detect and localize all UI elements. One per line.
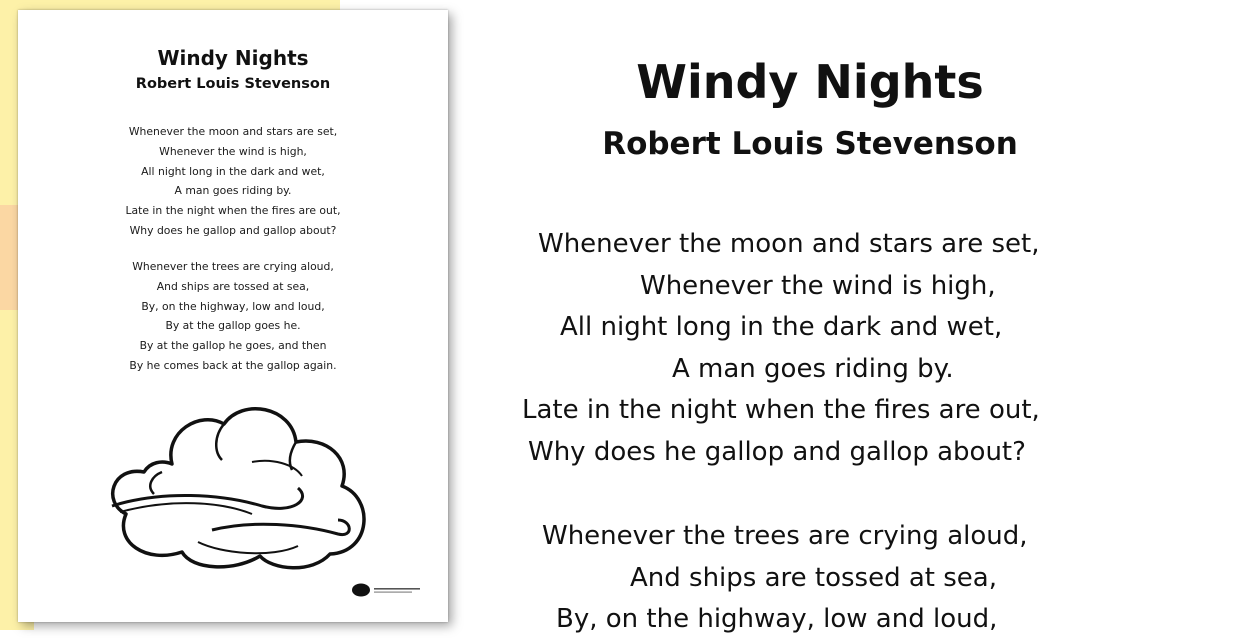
poem-sheet-thumbnail <box>18 10 448 622</box>
poem-line: Late in the night when the fires are out, <box>522 395 1040 425</box>
sheet-line: By at the gallop goes he. <box>165 319 301 333</box>
poem-line: And ships are tossed at sea, <box>630 562 997 593</box>
poem-line: Whenever the wind is high, <box>640 270 996 301</box>
sheet-line: All night long in the dark and wet, <box>141 164 325 178</box>
poem-line: All night long in the dark and wet, <box>560 312 1003 342</box>
background-top-strip <box>0 0 340 10</box>
wind-cloud-icon <box>102 402 372 572</box>
sheet-line: A man goes riding by. <box>174 184 292 198</box>
poem-line: Why does he gallop and gallop about? <box>528 436 1026 467</box>
sheet-line: Why does he gallop and gallop about? <box>129 223 337 237</box>
sheet-line: By at the gallop he goes, and then <box>139 339 327 353</box>
poem-author: Robert Louis Stevenson <box>602 126 1018 162</box>
sheet-line: Late in the night when the fires are out, <box>125 204 341 218</box>
poem-line: A man goes riding by. <box>672 353 954 384</box>
sheet-line: By, on the highway, low and loud, <box>141 299 325 313</box>
sheet-stanza-2 <box>18 257 448 376</box>
sheet-line: Whenever the trees are crying aloud, <box>132 260 334 273</box>
sheet-title: Windy Nights <box>157 46 309 70</box>
sheet-author: Robert Louis Stevenson <box>135 76 331 92</box>
publisher-logo-icon <box>352 583 424 597</box>
poem-line: By, on the highway, low and loud, <box>556 604 998 634</box>
stanza-1 <box>520 224 1100 473</box>
sheet-line: Whenever the moon and stars are set, <box>128 125 338 138</box>
stanza-2 <box>520 516 1100 641</box>
sheet-stanza-1 <box>18 122 448 241</box>
poem-line: Whenever the trees are crying aloud, <box>542 521 1028 551</box>
sheet-line: And ships are tossed at sea, <box>156 279 310 293</box>
poem-title: Windy Nights <box>636 55 984 109</box>
sheet-line: By he comes back at the gallop again. <box>129 358 337 372</box>
poem-line: Whenever the moon and stars are set, <box>538 229 1040 259</box>
sheet-line: Whenever the wind is high, <box>159 144 307 158</box>
